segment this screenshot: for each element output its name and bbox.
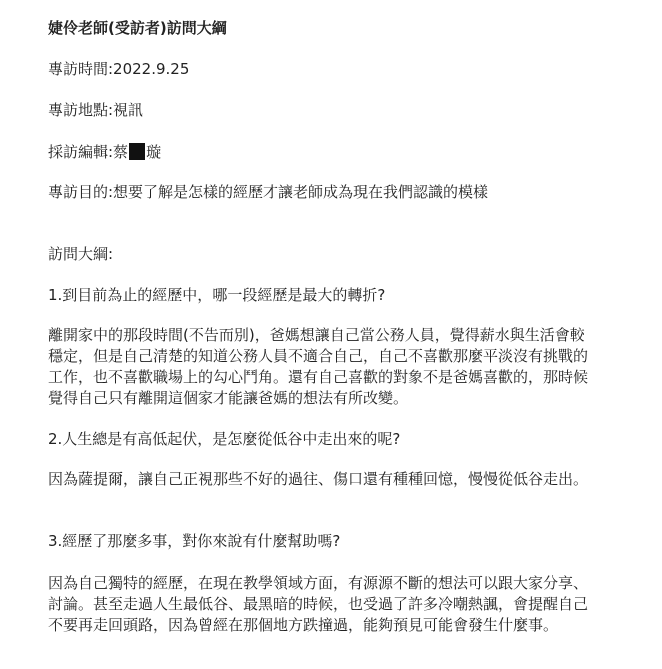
redaction-block xyxy=(129,143,145,160)
answer-1: 離開家中的那段時間(不告而別)，爸媽想讓自己當公務人員，覺得薪水與生活會較穩定，但是自己清楚的知道公務人員不適合自己，自己不喜歡那麼平淡沒有挑戰的工作，也不喜歡職場上的勾心鬥角。還有自己喜歡的對象不是爸媽喜歡的，那時候覺得自己只有離開這個家才能讓爸媽的想法有所改變。 xyxy=(48,326,589,407)
interview-editor xyxy=(48,143,161,161)
outline-heading: 訪問大綱: xyxy=(48,245,114,263)
question-3: 3.經歷了那麼多事，對你來說有什麼幫助嗎? xyxy=(48,532,341,550)
answer-2: 因為薩提爾，讓自己正視那些不好的過往、傷口還有種種回憶，慢慢從低谷走出。 xyxy=(48,470,589,488)
question-1: 1.到目前為止的經歷中，哪一段經歷是最大的轉折? xyxy=(48,286,386,304)
interview-place: 專訪地點:視訊 xyxy=(48,101,144,119)
document-title: 婕伶老師(受訪者)訪問大綱 xyxy=(48,19,227,37)
answer-3: 因為自己獨特的經歷，在現在教學領域方面，有源源不斷的想法可以跟大家分享、討論。甚至走過人生最低谷、最黑暗的時候，也受過了許多冷嘲熱諷，會提醒自己不要再走回頭路，因為曾經在那個地方跌撞過，能夠預見可能會發生什麼事。 xyxy=(48,574,589,634)
editor-name-prefix: 採訪編輯:蔡 xyxy=(48,143,129,161)
interview-time: 專訪時間:2022.9.25 xyxy=(48,60,190,78)
editor-name-suffix: 璇 xyxy=(146,143,162,161)
interview-purpose: 專訪目的:想要了解是怎樣的經歷才讓老師成為現在我們認識的模樣 xyxy=(48,183,489,201)
question-2: 2.人生總是有高低起伏，是怎麼從低谷中走出來的呢? xyxy=(48,430,401,448)
